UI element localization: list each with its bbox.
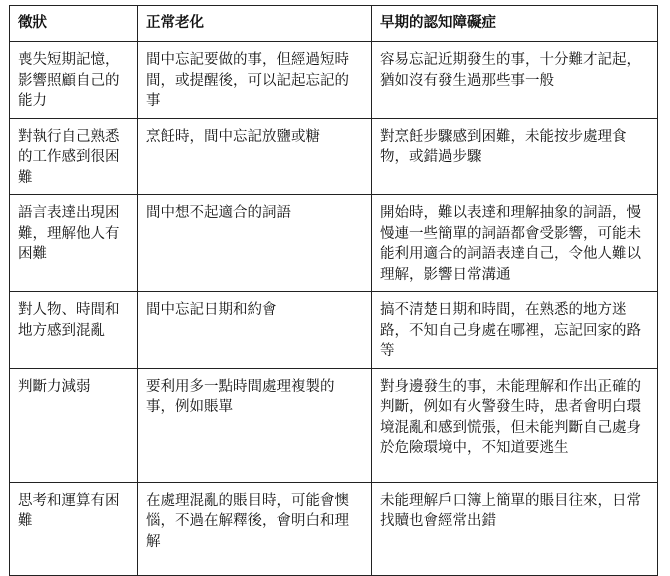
early-dementia-cell: 對烹飪步驟感到困難，未能按步處理食物，或錯過步驟 — [372, 118, 658, 195]
early-dementia-cell: 對身邊發生的事，未能理解和作出正確的判斷，例如有火警發生時，患者會明白環境混亂和感到慌張，但未能判斷自己處身於危險環境中，不知道要逃生 — [372, 368, 658, 482]
table-row — [10, 195, 658, 292]
symptom-cell: 語言表達出現困難，理解他人有困難 — [10, 195, 138, 292]
symptom-cell: 對人物、時間和地方感到混亂 — [10, 292, 138, 369]
symptom-cell: 喪失短期記憶，影響照顧自己的能力 — [10, 42, 138, 119]
header-symptom: 徵狀 — [10, 6, 138, 42]
early-dementia-cell: 容易忘記近期發生的事，十分難才記起，猶如沒有發生過那些事一般 — [372, 42, 658, 119]
normal-aging-cell: 在處理混亂的賬目時，可能會懊惱，不過在解釋後，會明白和理解 — [138, 482, 372, 575]
normal-aging-cell: 間中忘記日期和約會 — [138, 292, 372, 369]
symptom-cell: 對執行自己熟悉的工作感到很困難 — [10, 118, 138, 195]
normal-aging-cell: 烹飪時，間中忘記放鹽或糖 — [138, 118, 372, 195]
header-early-dementia: 早期的認知障礙症 — [372, 6, 658, 42]
normal-aging-cell: 間中想不起適合的詞語 — [138, 195, 372, 292]
normal-aging-cell: 要利用多一點時間處理複製的事，例如賬單 — [138, 368, 372, 482]
normal-aging-cell: 間中忘記要做的事，但經過短時間，或提醒後，可以記起忘記的事 — [138, 42, 372, 119]
table-row — [10, 118, 658, 195]
table-row — [10, 292, 658, 369]
table-row — [10, 482, 658, 575]
early-dementia-cell: 開始時，難以表達和理解抽象的詞語，慢慢連一些簡單的詞語都會受影響，可能未能利用適合的詞語表達自己，令他人難以理解，影響日常溝通 — [372, 195, 658, 292]
table-row — [10, 368, 658, 482]
table-header-row — [10, 6, 658, 42]
early-dementia-cell: 搞不清楚日期和時間，在熟悉的地方迷路，不知自己身處在哪裡，忘記回家的路等 — [372, 292, 658, 369]
table-row — [10, 42, 658, 119]
header-normal-aging: 正常老化 — [138, 6, 372, 42]
comparison-table-container — [9, 5, 658, 576]
symptom-cell: 思考和運算有困難 — [10, 482, 138, 575]
comparison-table — [9, 5, 658, 576]
early-dementia-cell: 未能理解戶口簿上簡單的賬目往來，日常找贖也會經常出錯 — [372, 482, 658, 575]
symptom-cell: 判斷力減弱 — [10, 368, 138, 482]
